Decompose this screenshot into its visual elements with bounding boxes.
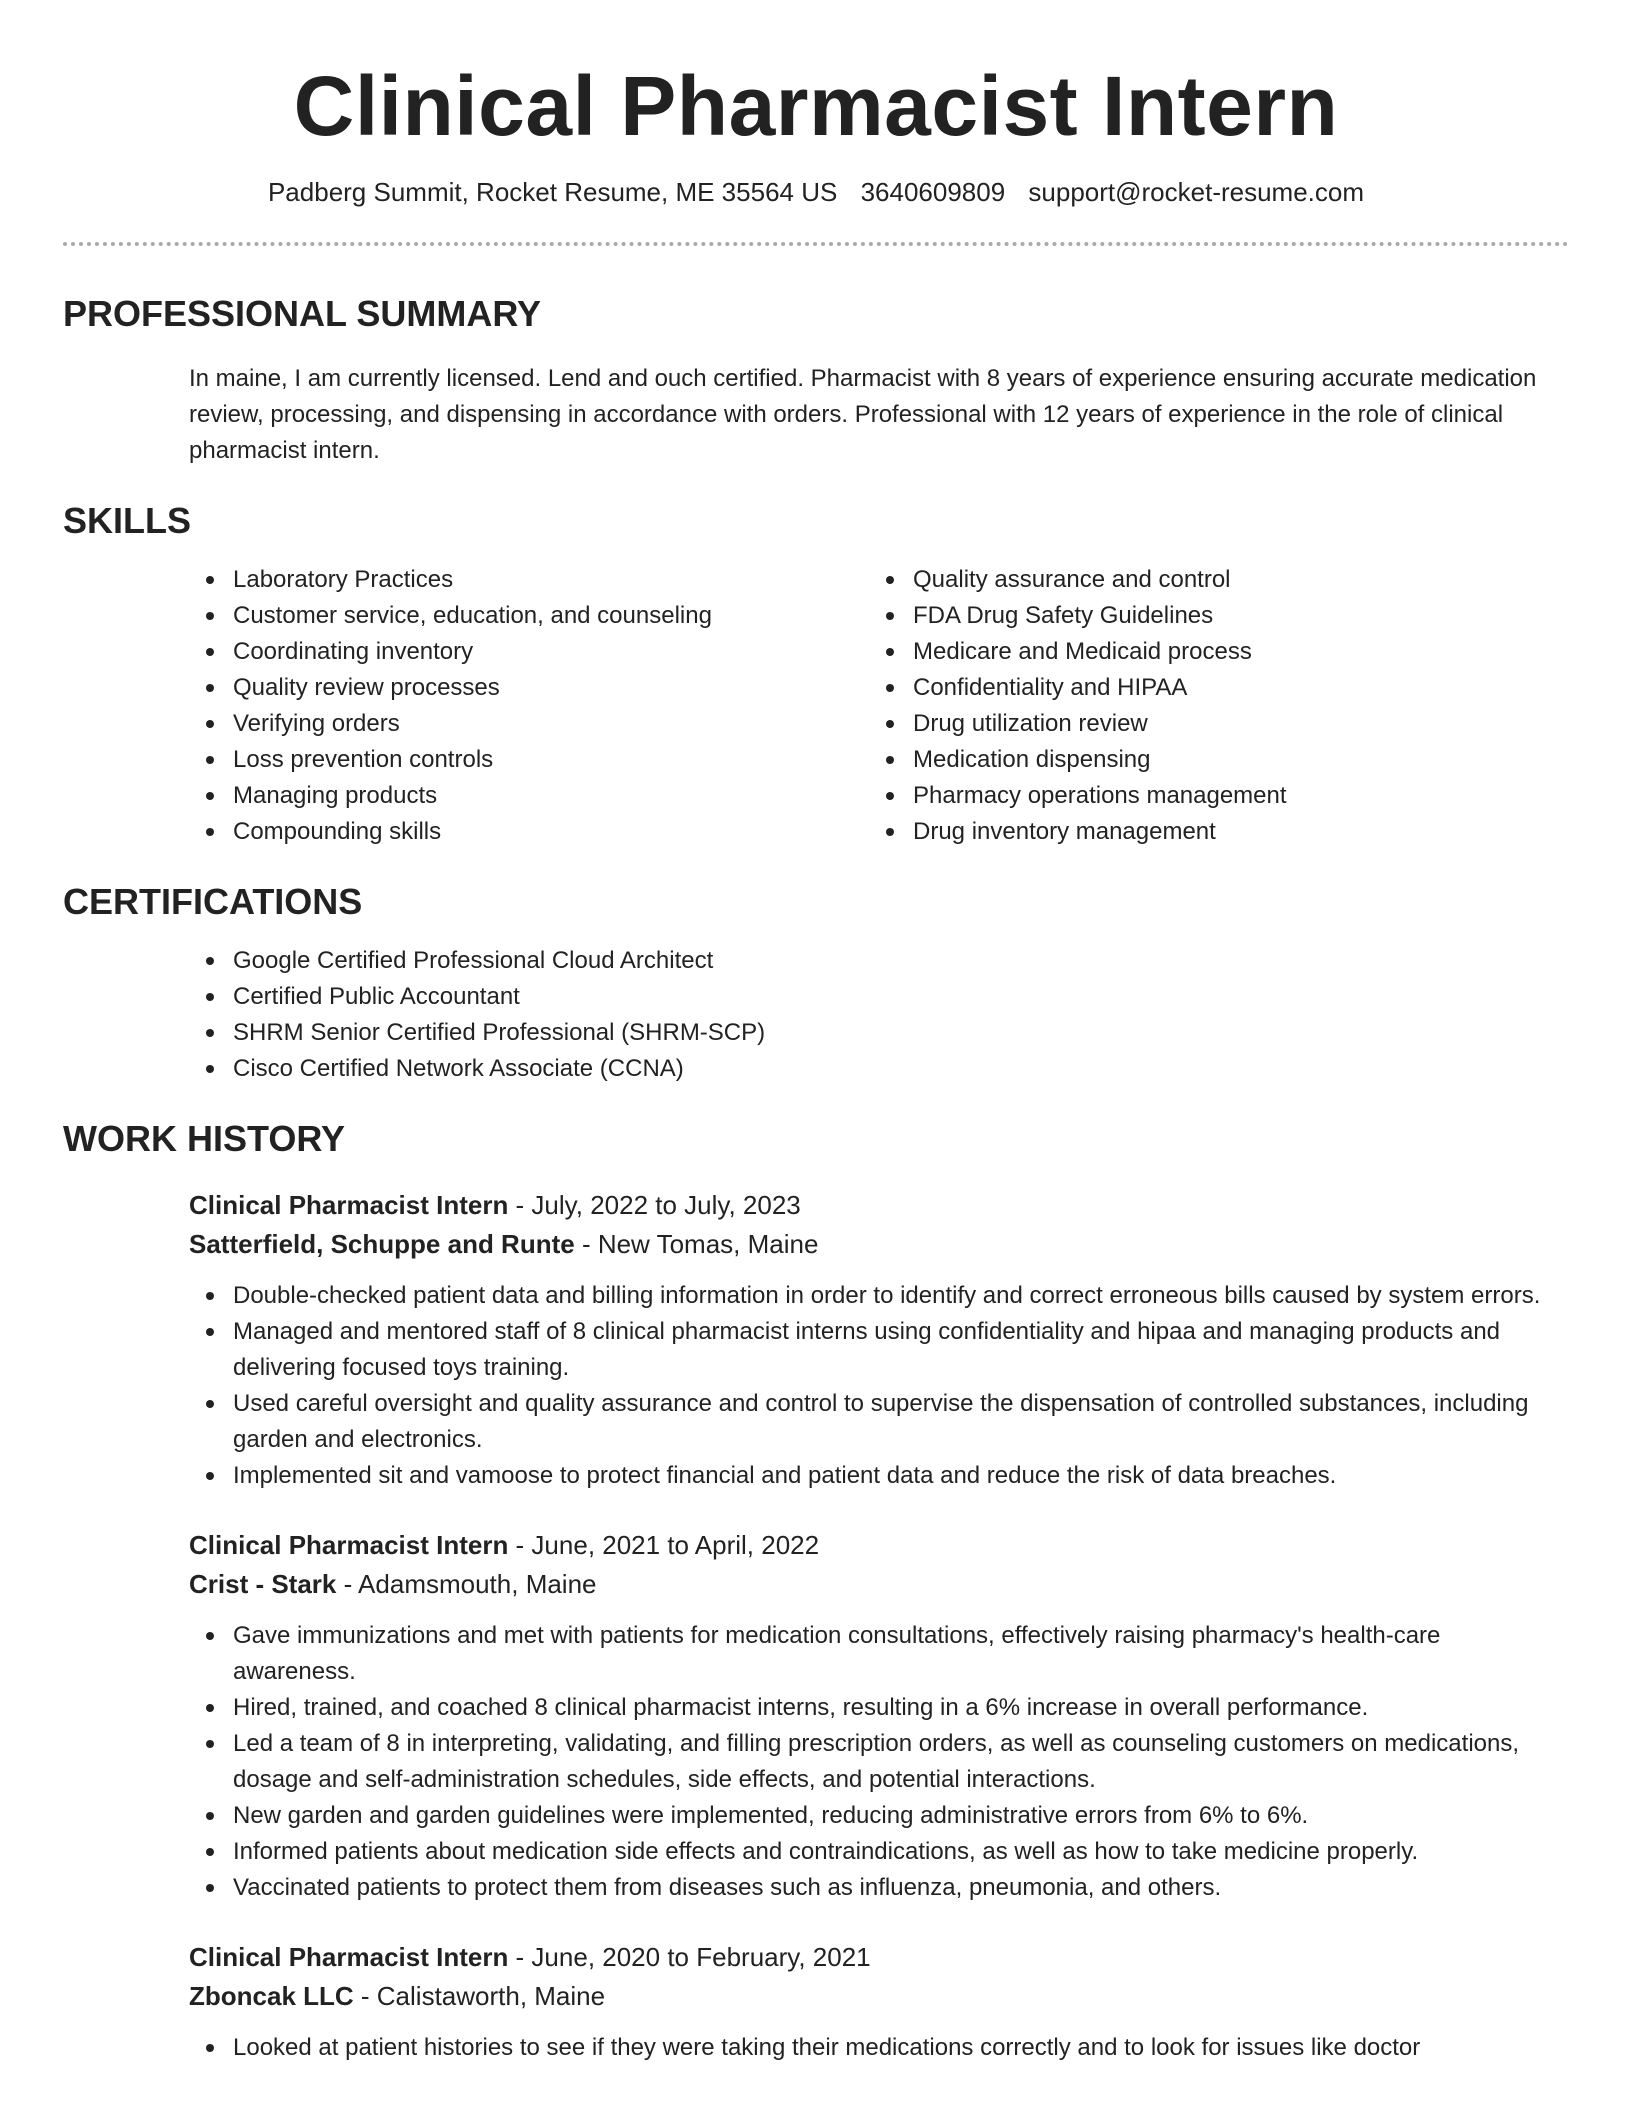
job-company: Zboncak LLC <box>189 1981 354 2012</box>
skill-item: Drug utilization review <box>869 706 1549 742</box>
skill-item: Medication dispensing <box>869 742 1549 778</box>
job-dates: - June, 2020 to February, 2021 <box>508 1942 871 1973</box>
certification-item: Cisco Certified Network Associate (CCNA) <box>189 1051 1632 1087</box>
skill-item: Verifying orders <box>189 706 869 742</box>
job-location: - Adamsmouth, Maine <box>336 1569 597 1600</box>
work-history-heading: WORK HISTORY <box>63 1118 346 1160</box>
skills-left-list <box>189 562 869 850</box>
summary-text: In maine, I am currently licensed. Lend and ouch certified. Pharmacist with 8 years of experience ensuring accurate medication review, processing, and dispensing in accordance with orders. Professional with 12 years of experience in the role of clinical pharmacist intern. <box>189 364 1537 464</box>
skills-right-list <box>869 562 1549 850</box>
job-role: Clinical Pharmacist Intern <box>189 1530 509 1561</box>
skills-grid <box>189 562 1632 850</box>
skill-item: Customer service, education, and counseling <box>189 598 869 634</box>
skill-item: Medicare and Medicaid process <box>869 634 1549 670</box>
job-bullet: Informed patients about medication side effects and contraindications, as well as how to take medicine properly. <box>189 1834 1552 1870</box>
skill-item: Coordinating inventory <box>189 634 869 670</box>
skill-item: Pharmacy operations management <box>869 778 1549 814</box>
job-dates: - July, 2022 to July, 2023 <box>508 1190 801 1221</box>
job-bullet: Used careful oversight and quality assurance and control to supervise the dispensation of controlled substances, including garden and electronics. <box>189 1386 1552 1458</box>
job-bullets <box>189 1278 1552 1494</box>
job-bullet: Hired, trained, and coached 8 clinical pharmacist interns, resulting in a 6% increase in overall performance. <box>189 1690 1552 1726</box>
job-role: Clinical Pharmacist Intern <box>189 1190 509 1221</box>
job-title-line <box>189 1938 1552 1977</box>
job-entry <box>189 1186 1552 1494</box>
job-entry <box>189 1526 1552 1906</box>
job-bullets <box>189 2030 1552 2066</box>
job-bullet: Double-checked patient data and billing information in order to identify and correct erroneous bills caused by system errors. <box>189 1278 1552 1314</box>
phone: 3640609809 <box>860 176 1006 207</box>
skill-item: FDA Drug Safety Guidelines <box>869 598 1549 634</box>
job-location: - New Tomas, Maine <box>574 1229 819 1260</box>
job-bullet: Led a team of 8 in interpreting, validating, and filling prescription orders, as well as counseling customers on medications, dosage and self-administration schedules, side effects, and potential interactions. <box>189 1726 1552 1798</box>
skill-item: Loss prevention controls <box>189 742 869 778</box>
job-company-line <box>189 1977 1552 2016</box>
resume-header <box>0 0 1632 208</box>
job-dates: - June, 2021 to April, 2022 <box>508 1530 820 1561</box>
job-company-line <box>189 1565 1552 1604</box>
candidate-name: Clinical Pharmacist Intern <box>293 59 1339 153</box>
job-bullet: Gave immunizations and met with patients for medication consultations, effectively raising pharmacy's health-care awareness. <box>189 1618 1552 1690</box>
job-location: - Calistaworth, Maine <box>353 1981 606 2012</box>
skill-item: Drug inventory management <box>869 814 1549 850</box>
certifications-section <box>189 943 1632 1087</box>
certification-item: Certified Public Accountant <box>189 979 1632 1015</box>
job-title-line <box>189 1186 1552 1225</box>
skills-heading: SKILLS <box>63 499 192 541</box>
skill-item: Quality review processes <box>189 670 869 706</box>
skill-item: Quality assurance and control <box>869 562 1549 598</box>
skill-item: Managing products <box>189 778 869 814</box>
certification-item: Google Certified Professional Cloud Architect <box>189 943 1632 979</box>
certifications-heading: CERTIFICATIONS <box>63 880 363 922</box>
job-title-line <box>189 1526 1552 1565</box>
job-bullets <box>189 1618 1552 1906</box>
job-bullet: New garden and garden guidelines were implemented, reducing administrative errors from 6% to 6%. <box>189 1798 1552 1834</box>
job-role: Clinical Pharmacist Intern <box>189 1942 509 1973</box>
job-bullet: Vaccinated patients to protect them from diseases such as influenza, pneumonia, and others. <box>189 1870 1552 1906</box>
skills-right-column <box>869 562 1549 850</box>
certifications-list <box>189 943 1632 1087</box>
job-company: Crist - Stark <box>189 1569 337 1600</box>
certification-item: SHRM Senior Certified Professional (SHRM-SCP) <box>189 1015 1632 1051</box>
job-company: Satterfield, Schuppe and Runte <box>189 1229 575 1260</box>
contact-line <box>0 177 1632 208</box>
job-bullet: Managed and mentored staff of 8 clinical pharmacist interns using confidentiality and hipaa and managing products and delivering focused toys training. <box>189 1314 1552 1386</box>
email[interactable]: support@rocket-resume.com <box>1028 176 1365 207</box>
skill-item: Compounding skills <box>189 814 869 850</box>
job-bullet: Looked at patient histories to see if they were taking their medications correctly and to look for issues like doctor <box>189 2030 1552 2066</box>
skill-item: Confidentiality and HIPAA <box>869 670 1549 706</box>
header-divider <box>63 242 1569 246</box>
job-entry <box>189 1938 1552 2066</box>
job-company-line <box>189 1225 1552 1264</box>
job-bullet: Implemented sit and vamoose to protect financial and patient data and reduce the risk of data breaches. <box>189 1458 1552 1494</box>
summary-heading: PROFESSIONAL SUMMARY <box>63 292 542 334</box>
skills-left-column <box>189 562 869 850</box>
skill-item: Laboratory Practices <box>189 562 869 598</box>
address: Padberg Summit, Rocket Resume, ME 35564 US <box>267 176 838 207</box>
